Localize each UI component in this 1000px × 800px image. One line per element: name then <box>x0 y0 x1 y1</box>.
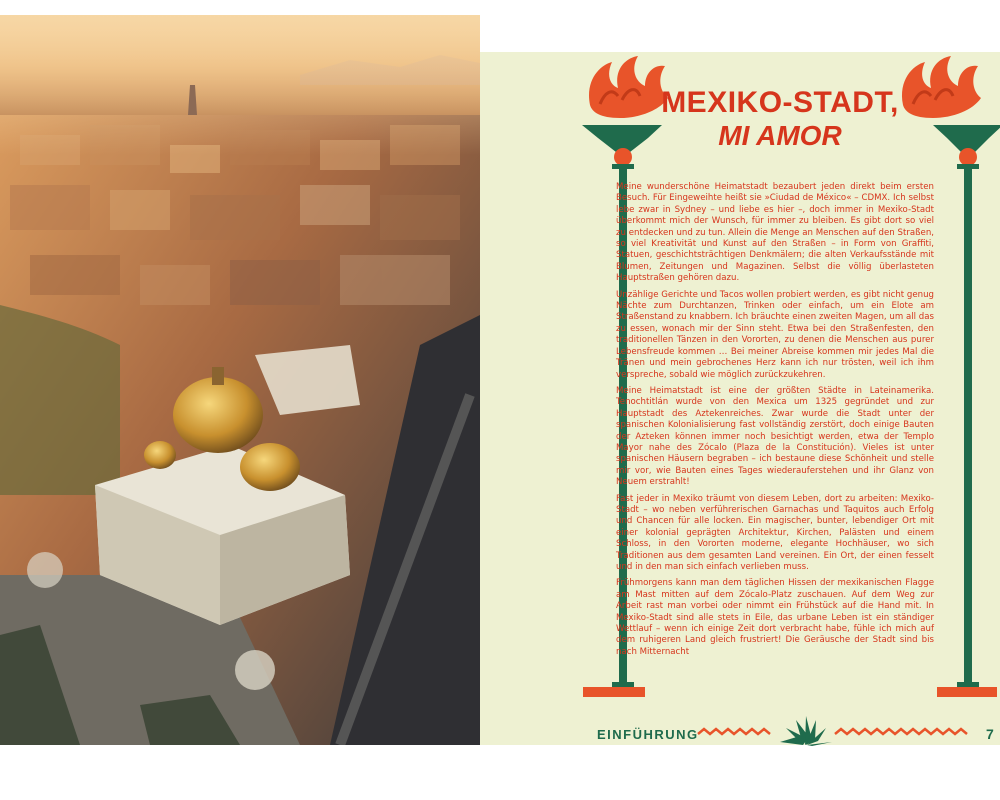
paragraph: Frühmorgens kann man dem täglichen Hissen der mexikanischen Flagge am Mast mitten auf dem Zócalo-Platz zuschauen. Auf dem Weg zur Arbeit rast man vorbei oder nimmt ein Frühstück auf die Hand mit. In Mexiko-Stadt sind alle stets in Eile, das urbane Leben ist ein ständiger Wettlauf – wenn ich einige Zeit dort verbracht habe, fühle ich mich auf dem ruhigeren Land gleich frustriert! Die Geräusche der Stadt sind bis nach Mitternacht <box>616 578 934 657</box>
page-title <box>650 86 910 152</box>
title-line-2: MI AMOR <box>718 120 842 151</box>
agave-icon <box>780 716 832 746</box>
article-body <box>616 182 934 663</box>
zigzag-ornament <box>698 729 770 734</box>
paragraph: Meine wunderschöne Heimatstadt bezaubert jeden direkt beim ersten Besuch. Für Eingeweihte heißt sie »Ciudad de México« – CDMX. Ich selbst lebe zwar in Sydney – und liebe es hier –, doch immer in Mexiko-Stadt überkommt mich der Wunsch, für immer zu bleiben. Es gibt dort so viel zu entdecken und zu tun. Allein die Menge an Menschen auf den Straßen, so viel Kreativität und Kunst auf den Straßen – in Form von Graffiti, Statuen, geschichtsträchtigen Denkmälern; die alten Verkaufsstände mit Blumen, Zeitungen und Magazinen. Selbst die völlig überlasteten Hauptstraßen gehören dazu. <box>616 182 934 284</box>
title-line-1: MEXIKO-STADT, <box>661 86 899 119</box>
paragraph: Fast jeder in Mexiko träumt von diesem Leben, dort zu arbeiten: Mexiko-Stadt – wo neben verführerischen Garnachas und Taquitos auch Erfolg und Chancen für alle locken. Ein magischer, bunter, lebendiger Ort mit einer kolonial geprägten Architektur, Kirchen, Palästen und einem Schloss, in den Vororten moderne, elegante Hochhäuser, wo sich Traditionen aus dem gesamten Land vereinen. Ein Ort, der einen fesselt und in den man sich einfach verlieben muss. <box>616 493 934 572</box>
paragraph: Meine Heimatstadt ist eine der größten Städte in Lateinamerika. Tenochtitlán wurde von den Mexica um 1325 gegründet und zur Hauptstadt des Aztekenreiches. Zwar wurde die Stadt unter der spanischen Kolonialisierung fast vollständig zerstört, doch einige Bauten der Azteken können immer noch besichtigt werden, etwa der Templo Mayor nahe des Zócalo (Plaza de la Constitución). Vieles ist unter spanischen Häusern begraben – ich bestaune diese Schönheit und stelle mir vor, wie Bauten eines Tages wiederauferstehen und ihr Glanz von Neuem erstrahlt! <box>616 385 934 488</box>
paragraph: Unzählige Gerichte und Tacos wollen probiert werden, es gibt nicht genug Nächte zum Durchtanzen, Trinken oder einfach, um ein Elote am Straßenstand zu knabbern. Ich bräuchte einen zweiten Magen, um all das zu essen, wonach mir der Sinn steht. Etwa bei den Straßenfesten, den traditionellen Tänzen in den Vororten, zu denen die Menschen aus purer Lebensfreude kommen … Bei meiner Abreise kommen mir jedes Mal die Tränen und mein gebrochenes Herz kann ich nur trösten, weil ich ihm verspreche, sobald wie möglich zurückzukehren. <box>616 289 934 380</box>
page-number: 7 <box>986 726 994 742</box>
section-label: EINFÜHRUNG <box>597 727 699 742</box>
zigzag-ornament <box>835 729 967 734</box>
